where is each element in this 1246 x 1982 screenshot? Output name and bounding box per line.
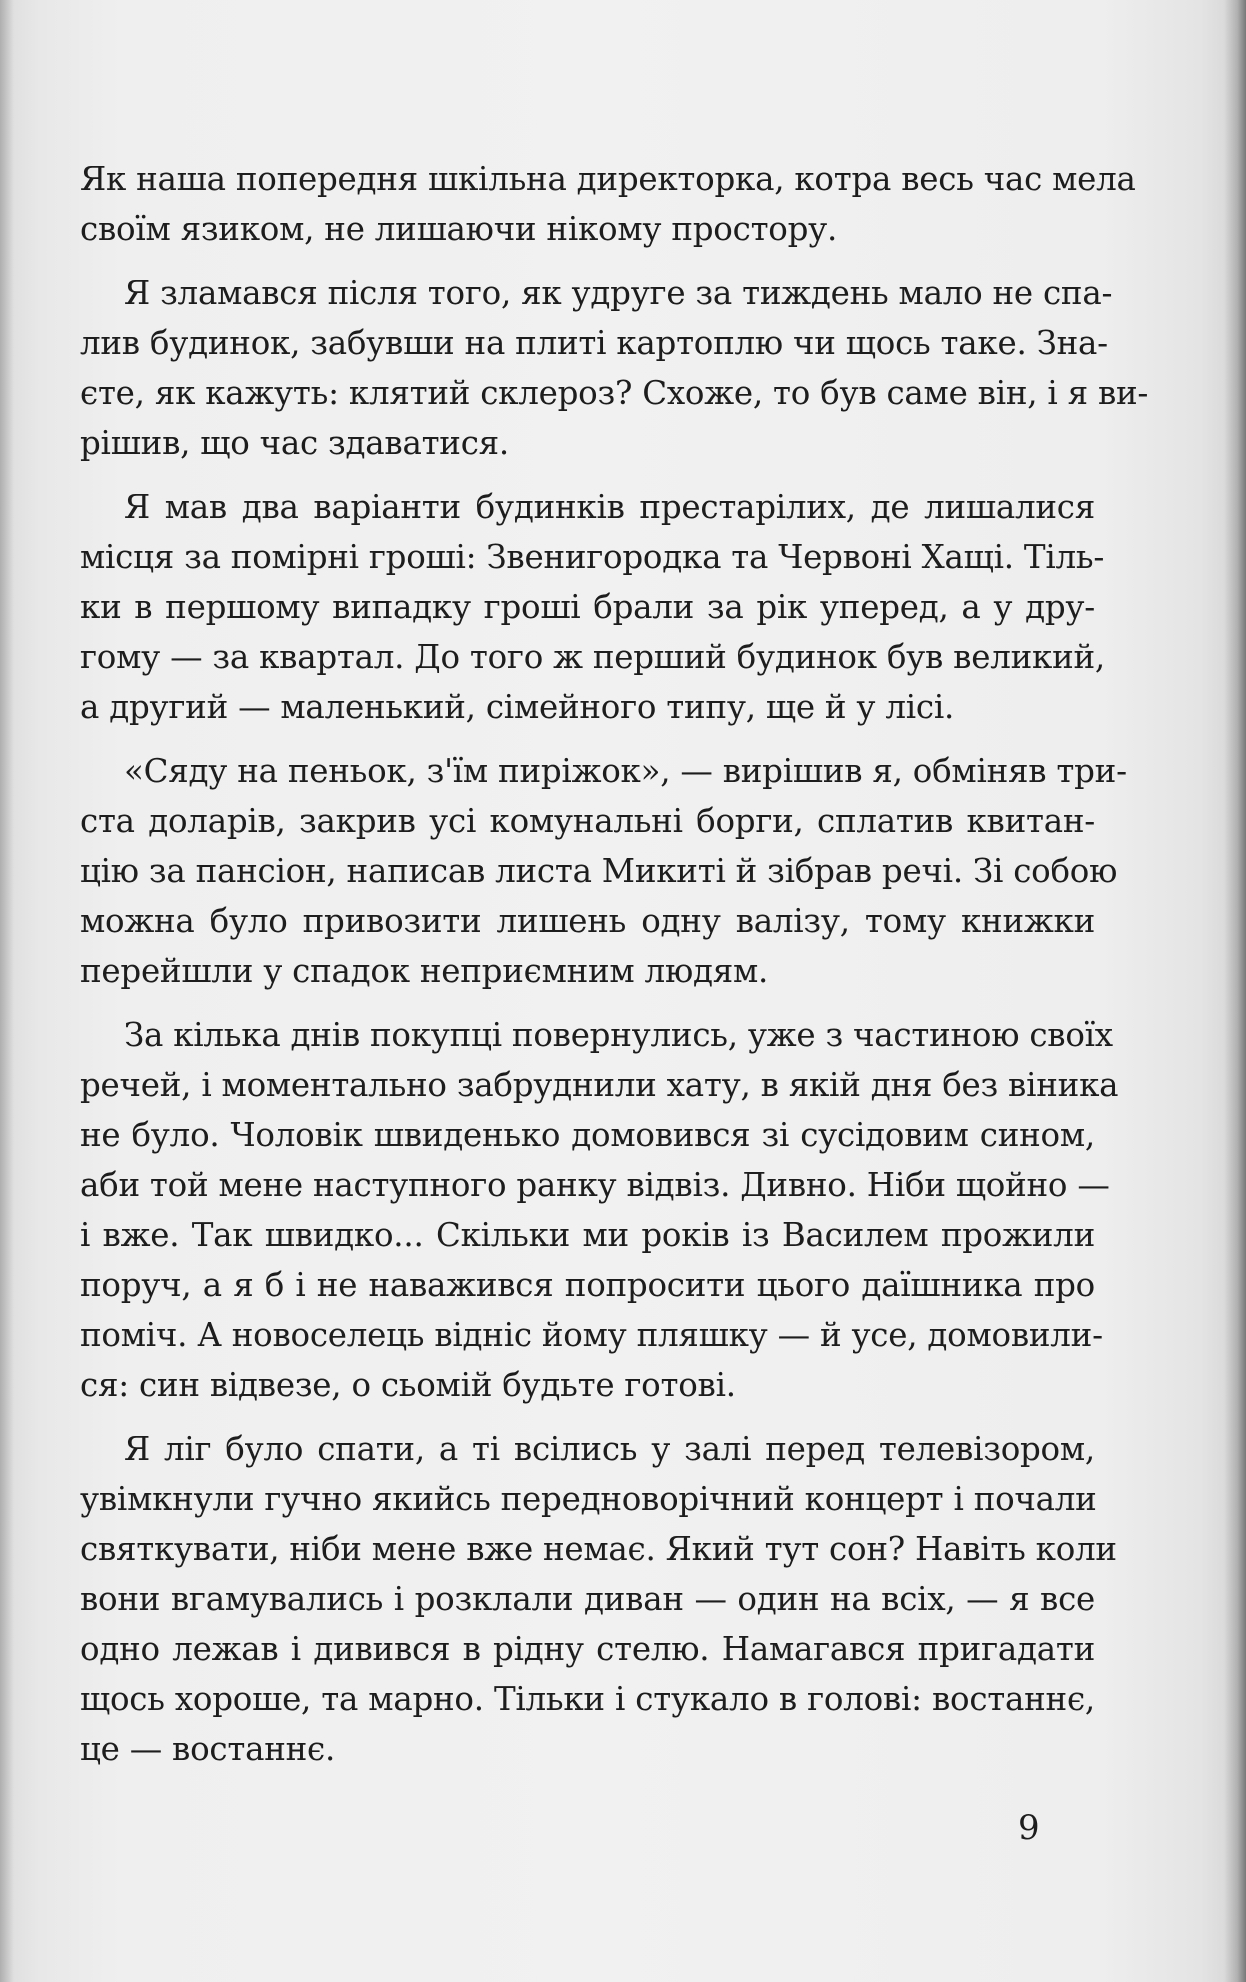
text-line: щось хороше, та марно. Тільки і стукало в голові: востаннє,	[80, 1680, 1095, 1718]
text-line: поруч, а я б і не наважився попросити цього даїшника про	[80, 1266, 1095, 1304]
text-line: своїм язиком, не лишаючи нікому простору.	[80, 210, 838, 248]
text-line: перейшли у спадок неприємним людям.	[80, 952, 769, 990]
text-line: а другий — маленький, сімейного типу, ще й у лісі.	[80, 688, 955, 726]
text-line: Як наша попередня шкільна директорка, котра весь час мела	[80, 160, 1136, 198]
text-line: єте, як кажуть: клятий склероз? Схоже, то був саме він, і я ви-	[80, 374, 1149, 412]
text-line: поміч. А новоселець відніс йому пляшку — й усе, домовили-	[80, 1316, 1103, 1354]
text-line: За кілька днів покупці повернулись, уже з частиною своїх	[124, 1016, 1113, 1054]
text-line: рішив, що час здаватися.	[80, 424, 510, 462]
text-line: це — востаннє.	[80, 1730, 336, 1768]
text-line: Я мав два варіанти будинків престарілих, де лишалися	[124, 488, 1095, 526]
text-line: ки в першому випадку гроші брали за рік уперед, а у дру-	[80, 588, 1095, 626]
text-line: місця за помірні гроші: Звенигородка та Червоні Хащі. Тіль-	[80, 538, 1105, 576]
text-line: гому — за квартал. До того ж перший будинок був великий,	[80, 638, 1105, 676]
text-line: речей, і моментально забруднили хату, в якій дня без віника	[80, 1066, 1119, 1104]
text-line: і вже. Так швидко... Скільки ми років із Василем прожили	[80, 1216, 1095, 1254]
text-line: святкувати, ніби мене вже немає. Який тут сон? Навіть коли	[80, 1530, 1117, 1568]
text-line: Я ліг було спати, а ті всілись у залі перед телевізором,	[124, 1430, 1095, 1468]
text-line: «Сяду на пеньок, з'їм пиріжок», — вирішив я, обміняв три-	[124, 752, 1127, 790]
text-line: цію за пансіон, написав листа Микиті й зібрав речі. Зі собою	[80, 852, 1118, 890]
text-line: Я зламався після того, як удруге за тиждень мало не спа-	[124, 274, 1113, 312]
scan-shadow-left	[0, 0, 14, 1982]
text-line: одно лежав і дивився в рідну стелю. Намагався пригадати	[80, 1630, 1095, 1668]
body-text	[80, 154, 1149, 1774]
text-line: ся: син відвезе, о сьомій будьте готові.	[80, 1366, 736, 1404]
page-number: 9	[1018, 1808, 1040, 1848]
scan-shadow-right	[1224, 0, 1246, 1982]
text-line: не було. Чоловік швиденько домовився зі сусідовим сином,	[80, 1116, 1095, 1154]
text-line: лив будинок, забувши на плиті картоплю чи щось таке. Зна-	[80, 324, 1108, 362]
text-line: увімкнули гучно якийсь передноворічний концерт і почали	[80, 1480, 1097, 1518]
text-line: вони вгамувались і розклали диван — один на всіх, — я все	[80, 1580, 1095, 1618]
text-line: можна було привозити лишень одну валізу, тому книжки	[80, 902, 1095, 940]
text-line: аби той мене наступного ранку відвіз. Дивно. Ніби щойно —	[80, 1166, 1110, 1204]
text-line: ста доларів, закрив усі комунальні борги, сплатив квитан-	[80, 802, 1095, 840]
